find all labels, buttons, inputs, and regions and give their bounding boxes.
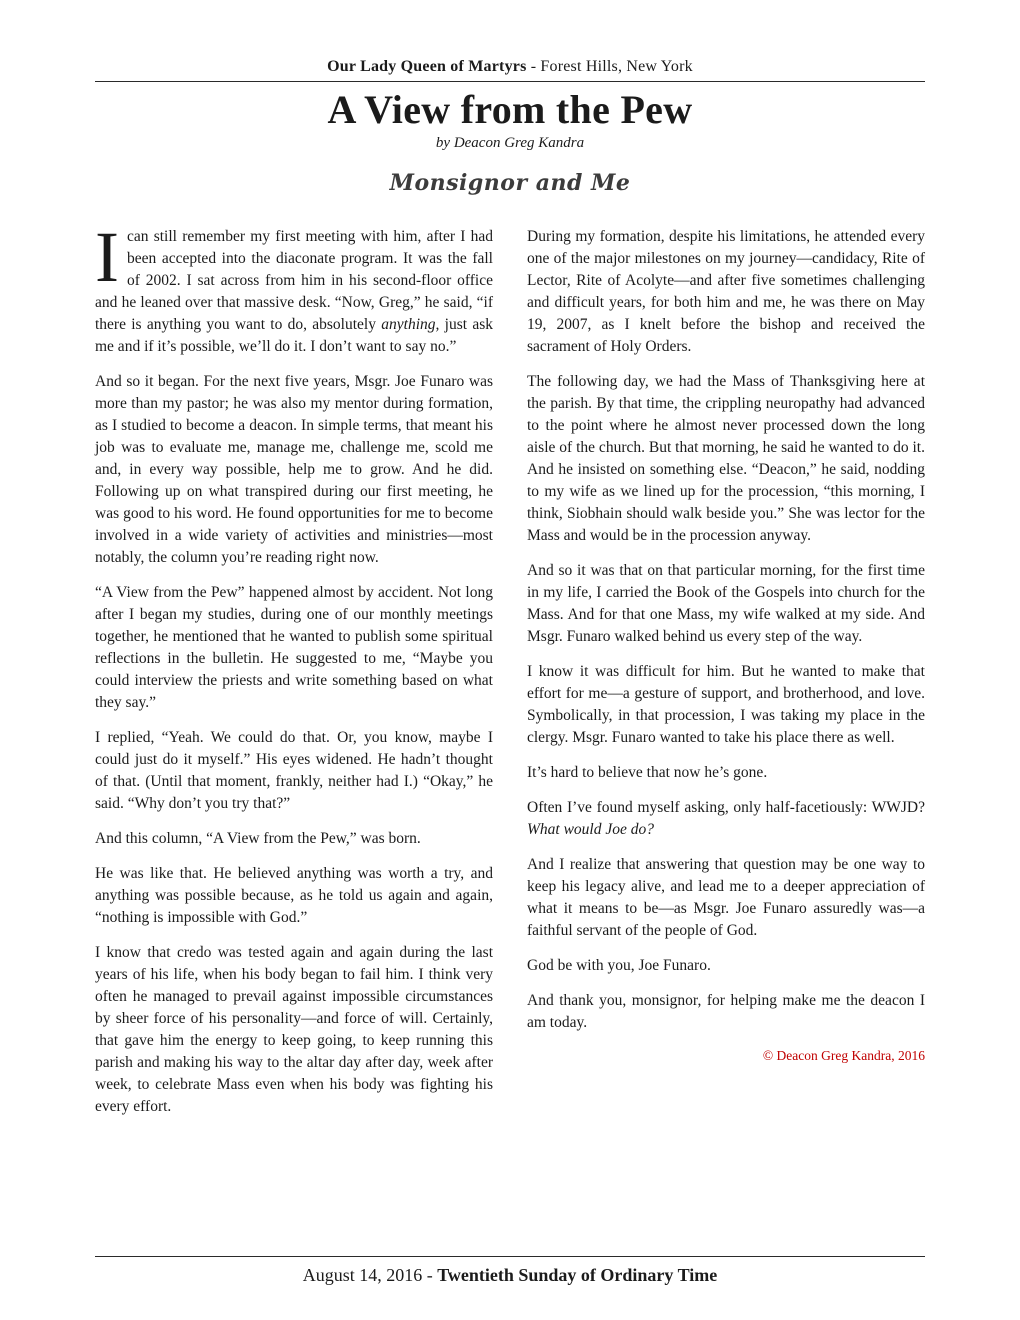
copyright-notice: © Deacon Greg Kandra, 2016 (762, 1048, 925, 1063)
parish-line (95, 58, 925, 76)
article-column-left (95, 217, 493, 1256)
article-body (95, 217, 925, 1256)
article-paragraph: I know it was difficult for him. But he wanted to make that effort for me—a gesture of support, and brotherhood, and love. Symbolically, in that procession, I was taking my place in the clergy. Msgr. Funaro wanted to take his place there as well. (527, 663, 925, 746)
article-paragraph: And so it began. For the next five years, Msgr. Joe Funaro was more than my pastor; he was also my mentor during formation, as I studied to become a deacon. In simple terms, that meant his job was to evaluate me, manage me, challenge me, scold me and, in every way possible, help me to grow. And he did. Following up on what transpired during our first meeting, he was good to his word. He found opportunities for me to become involved in a wide variety of activities and ministries—most notably, the column you’re reading right now. (95, 373, 493, 566)
article-paragraph: It’s hard to believe that now he’s gone. (527, 764, 768, 781)
column-heading: Monsignor and Me (389, 170, 631, 196)
article-paragraph: Often I’ve found myself asking, only half-facetiously: WWJD? What would Joe do? (527, 799, 925, 838)
footer-divider (95, 1256, 925, 1257)
article-column-right-paragraphs (527, 226, 925, 1034)
header-divider (95, 81, 925, 82)
parish-location: - Forest Hills, New York (526, 58, 693, 75)
article-paragraph: The following day, we had the Mass of Thanksgiving here at the parish. By that time, the crippling neuropathy had advanced to the point where he almost never processed down the long aisle of the church. But that morning, he said he wanted to do it. And he insisted on something else. “Deacon,” he said, nodding to my wife as we lined up for the procession, “this morning, I think, Siobhain should walk beside you.” She was lector for the Mass and would be in the procession anyway. (527, 373, 925, 544)
drop-cap: I (95, 217, 119, 297)
page-title: A View from the Pew (327, 87, 693, 132)
article-paragraph: During my formation, despite his limitations, he attended every one of the major milestones on my journey—candidacy, Rite of Lector, Rite of Acolyte—and after five sometimes challenging and difficult years, for both him and me, he was there on May 19, 2007, as I knelt before the bishop and received the sacrament of Holy Orders. (527, 228, 925, 355)
article-paragraph: God be with you, Joe Funaro. (527, 957, 711, 974)
article-paragraph: And I realize that answering that question may be one way to keep his legacy alive, and lead me to a deeper appreciation of what it means to be—as Msgr. Joe Funaro assuredly was—a faithful servant of the people of God. (527, 856, 925, 939)
footer-date: August 14, 2016 - (302, 1265, 438, 1285)
article-paragraph: I know that credo was tested again and again during the last years of his life, when his body began to fail him. I think very often he managed to prevail against impossible circumstances by sheer force of his personality—and force of will. Certainly, that gave him the energy to keep going, to keep running this parish and making his way to the altar day after day, week after week, to celebrate Mass even when his body was fighting his every effort. (95, 944, 493, 1115)
article-paragraph: And thank you, monsignor, for helping make me the deacon I am today. (527, 992, 925, 1031)
footer-date-line (95, 1265, 925, 1286)
article-paragraph: Ican still remember my first meeting with him, after I had been accepted into the diaconate program. It was the fall of 2002. I sat across from him in his second-floor office and he leaned over that massive desk. “Now, Greg,” he said, “if there is anything you want to do, absolutely anything, just ask me and if it’s possible, we’ll do it. I don’t want to say no.” (95, 217, 493, 355)
parish-name: Our Lady Queen of Martyrs (327, 58, 527, 75)
footer-feast: Twentieth Sunday of Ordinary Time (437, 1265, 718, 1285)
article-paragraph: “A View from the Pew” happened almost by accident. Not long after I began my studies, during one of our monthly meetings together, he mentioned that he wanted to publish some spiritual reflections in the bulletin. He suggested to me, “Maybe you could interview the priests and write something based on what they say.” (95, 584, 493, 711)
page-footer (95, 1256, 925, 1286)
byline: by Deacon Greg Kandra (435, 135, 585, 151)
article-paragraph: I replied, “Yeah. We could do that. Or, you know, maybe I could just do it myself.” His eyes widened. He hadn’t thought of that. (Until that moment, frankly, neither had I.) “Okay,” he said. “Why don’t you try that?” (95, 729, 493, 812)
article-paragraph: And so it was that on that particular morning, for the first time in my life, I carried the Book of the Gospels into church for the Mass. And for that one Mass, my wife walked at my side. And Msgr. Funaro walked behind us every step of the way. (527, 562, 925, 645)
article-paragraph: He was like that. He believed anything was worth a try, and anything was possible because, as he told us again and again, “nothing is impossible with God.” (95, 865, 493, 926)
masthead (95, 58, 925, 82)
article-column-right (527, 226, 925, 1256)
article-paragraph: And this column, “A View from the Pew,” was born. (95, 830, 421, 847)
